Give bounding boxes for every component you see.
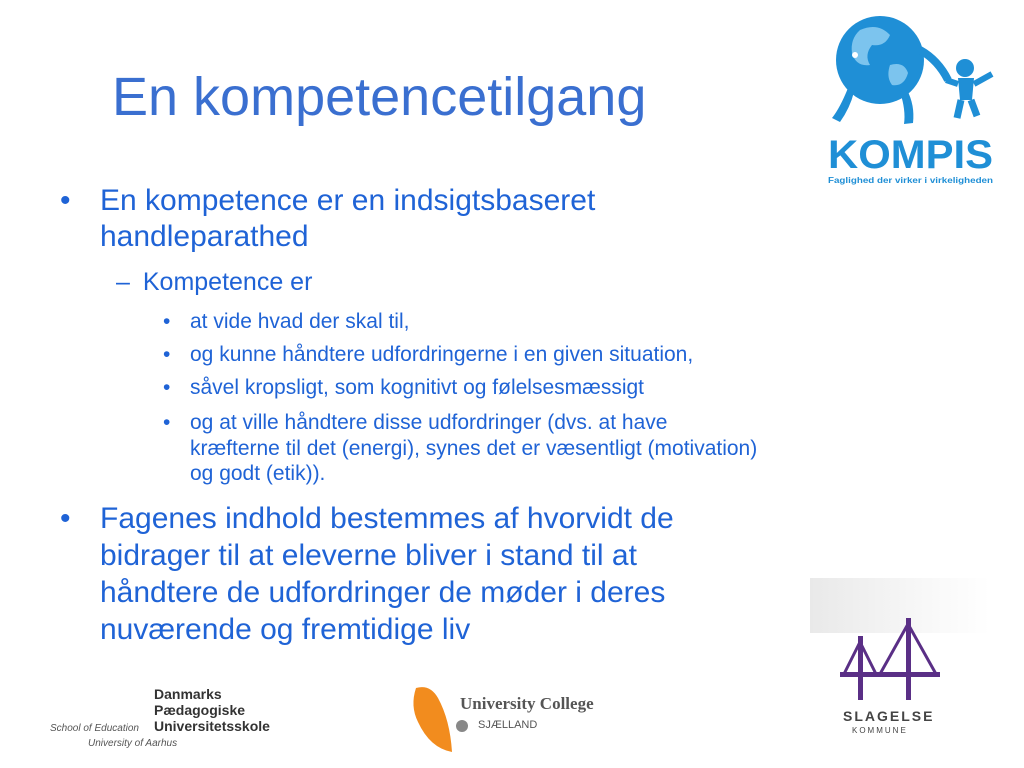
bullet-marker: • [163, 310, 171, 333]
slide-title: En kompetencetilgang [112, 67, 647, 127]
bullet-text-line: og at ville håndtere disse udfordringer (dvs. at have [190, 411, 668, 434]
slagelse-name: SLAGELSE [843, 708, 935, 724]
bullet-text: at vide hvad der skal til, [190, 310, 410, 333]
kompis-tagline: Faglighed der virker i virkeligheden [828, 176, 994, 185]
bullet-text-line: nuværende og fremtidige liv [100, 613, 471, 646]
kompis-logo [820, 10, 1005, 190]
bullet-text-line: bidrager til at eleverne bliver i stand til at [100, 539, 637, 572]
dpu-university-text: University of Aarhus [88, 738, 178, 749]
bullet-marker: • [163, 411, 171, 434]
bullet-level2 [116, 268, 312, 297]
ucsj-sub: SJÆLLAND [478, 719, 538, 731]
dpu-school-text: School of Education [50, 723, 139, 734]
kompis-wordmark: KOMPIS [828, 133, 993, 177]
bullet-text-line: En kompetence er en indsigtsbaseret [100, 184, 596, 217]
bullet-marker: • [60, 184, 71, 217]
dpu-logo [50, 686, 280, 756]
bullet-text-line: kræfterne til det (energi), synes det er væsentligt (motivation) [190, 437, 758, 460]
ucsj-name: University College [460, 694, 594, 713]
slagelse-bridge-icon [840, 612, 940, 704]
dpu-name-line1: Danmarks [154, 686, 222, 702]
bullet-marker: – [116, 268, 130, 296]
bullet-marker: • [163, 343, 171, 366]
child-figure-icon [956, 59, 974, 77]
bullet-text: Kompetence er [142, 268, 313, 296]
bullet-text-line: og godt (etik)). [190, 462, 326, 485]
bullet-text: såvel kropsligt, som kognitivt og følelsesmæssigt [190, 376, 644, 399]
bullet-marker: • [163, 376, 171, 399]
ucsj-dot-icon [456, 720, 468, 732]
slagelse-sub: KOMMUNE [852, 726, 908, 735]
bullet-text-line: håndtere de udfordringer de møder i deres [100, 576, 666, 609]
dpu-name-line3: Universitetsskole [154, 718, 270, 734]
bullet-marker: • [60, 502, 71, 535]
dpu-name-line2: Pædagogiske [154, 702, 246, 718]
bullet-text-line: Fagenes indhold bestemmes af hvorvidt de [100, 502, 674, 535]
bullet-text-line: handleparathed [100, 220, 309, 253]
bullet-text: og kunne håndtere udfordringerne i en given situation, [190, 343, 694, 366]
ucsj-logo-mark [408, 682, 458, 754]
